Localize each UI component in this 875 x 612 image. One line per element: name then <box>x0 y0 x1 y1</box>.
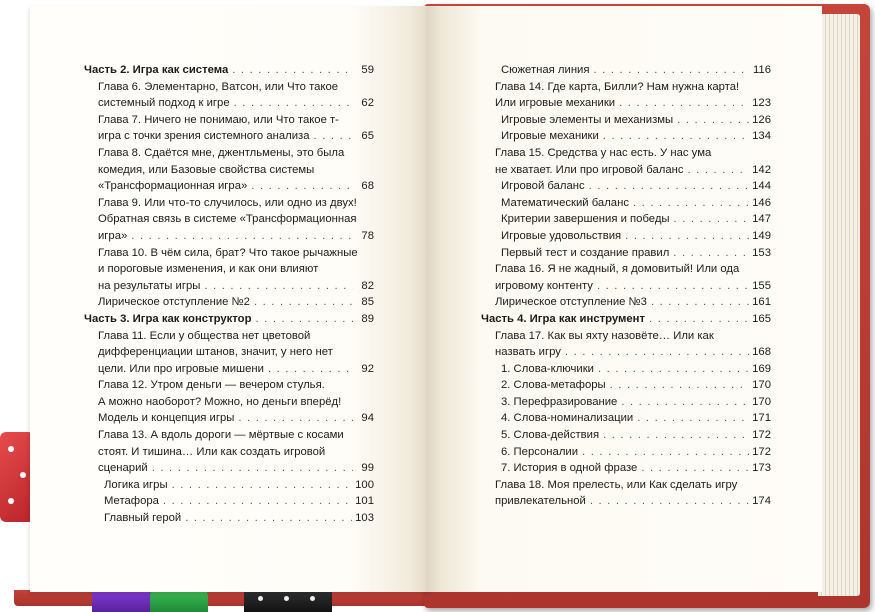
toc-entry-leader-line <box>495 95 771 112</box>
toc-entry-leader-line <box>501 460 771 477</box>
toc-dot-leader <box>589 178 749 195</box>
toc-dot-leader <box>594 62 750 79</box>
toc-entry-title: Метафора <box>104 495 159 508</box>
toc-entry-leader-line <box>98 228 374 245</box>
page-edges <box>818 14 860 596</box>
toc-dot-leader <box>582 444 749 461</box>
toc-chapter-entry <box>84 245 374 295</box>
toc-entry-line: и пороговые изменения, и как они влияют <box>98 263 319 276</box>
toc-section-entry <box>481 128 771 145</box>
toc-section-entry <box>481 245 771 262</box>
toc-entry-leader-line <box>98 460 374 477</box>
toc-page-number: 169 <box>752 362 771 375</box>
toc-entry-line: Глава 12. Утром деньги — вечером стулья. <box>98 379 325 392</box>
toc-entry-title: Модель и концепция игры <box>98 412 235 425</box>
toc-entry-line: Глава 11. Если у общества нет цветовой <box>98 329 311 342</box>
toc-page-number: 123 <box>752 97 771 110</box>
toc-entry-title: системный подход к игре <box>98 97 230 110</box>
toc-entry-title: игра» <box>98 229 128 242</box>
toc-chapter-entry <box>84 195 374 212</box>
toc-page-number: 161 <box>752 296 771 309</box>
toc-page-number: 173 <box>752 462 771 475</box>
toc-entry-title: Критерии завершения и победы <box>501 213 670 226</box>
toc-chapter-entry <box>84 377 374 427</box>
toc-dot-leader <box>152 460 353 477</box>
toc-chapter-entry <box>481 294 771 311</box>
toc-chapter-entry <box>84 112 374 145</box>
toc-page-number: 146 <box>752 196 771 209</box>
toc-entry-leader-line <box>495 294 771 311</box>
toc-entry-leader-line <box>98 294 374 311</box>
toc-entry-leader-line <box>495 344 771 361</box>
toc-section-entry <box>481 211 771 228</box>
toc-dot-leader <box>268 361 353 378</box>
toc-entry-leader-line <box>481 311 771 328</box>
toc-dot-leader <box>163 493 352 510</box>
toc-entry-title: 5. Слова-действия <box>501 429 600 442</box>
toc-section-entry <box>84 493 374 510</box>
toc-dot-leader <box>641 460 749 477</box>
toc-dot-leader <box>204 278 353 295</box>
toc-dot-leader <box>637 410 749 427</box>
toc-section-entry <box>481 112 771 129</box>
toc-dot-leader <box>621 394 749 411</box>
toc-section-entry <box>481 427 771 444</box>
toc-entry-title: 4. Слова-номинализации <box>501 412 634 425</box>
toc-entry-title: Логика игры <box>104 478 168 491</box>
toc-page-number: 89 <box>361 312 374 325</box>
toc-entry-leader-line <box>495 493 771 510</box>
toc-chapter-entry <box>84 79 374 112</box>
toc-dot-leader <box>238 410 353 427</box>
toc-chapter-entry <box>84 328 374 378</box>
toc-dot-leader <box>185 510 352 527</box>
toc-entry-title: Часть 2. Игра как система <box>84 64 229 76</box>
toc-entry-title: Математический баланс <box>501 196 629 209</box>
toc-dot-leader <box>597 278 749 295</box>
toc-entry-title: назвать игру <box>495 346 561 359</box>
toc-part-entry <box>481 311 771 328</box>
toc-entry-line: Глава 13. А вдоль дороги — мёртвые с косами <box>98 429 344 442</box>
toc-dot-leader <box>673 245 749 262</box>
toc-section-entry <box>481 195 771 212</box>
toc-chapter-entry <box>481 261 771 294</box>
toc-section-entry <box>84 510 374 527</box>
toc-entry-title: 6. Персоналии <box>501 445 579 458</box>
book-cover-bottom-edge <box>14 590 434 606</box>
toc-entry-title: Первый тест и создание правил <box>501 246 670 259</box>
toc-entry-title: не хватает. Или про игровой баланс <box>495 163 684 176</box>
toc-entry-title: цели. Или про игровые мишени <box>98 362 264 375</box>
toc-dot-leader <box>234 95 353 112</box>
toc-entry-line: Глава 16. Я не жадный, я домовитый! Или ода <box>495 263 740 276</box>
toc-entry-leader-line <box>501 228 771 245</box>
toc-page-number: 168 <box>752 346 771 359</box>
toc-dot-leader <box>131 228 353 245</box>
toc-entry-title: Игровые элементы и механизмы <box>501 113 674 126</box>
toc-entry-title: 7. История в одной фразе <box>501 462 638 475</box>
toc-entry-line: комедия, или Базовые свойства системы <box>98 163 315 176</box>
toc-page-number: 172 <box>752 445 771 458</box>
toc-entry-leader-line <box>98 278 374 295</box>
toc-chapter-entry <box>84 294 374 311</box>
toc-entry-leader-line <box>98 195 374 212</box>
toc-entry-leader-line <box>98 178 374 195</box>
toc-entry-leader-line <box>98 410 374 427</box>
toc-page-number: 116 <box>752 64 771 76</box>
toc-entry-title: Игровой баланс <box>501 180 585 193</box>
toc-page-number: 103 <box>355 512 374 525</box>
toc-entry-leader-line <box>495 278 771 295</box>
toc-page-number: 172 <box>752 429 771 442</box>
toc-entry-leader-line <box>84 311 374 328</box>
toc-entry-leader-line <box>98 361 374 378</box>
toc-page-number: 82 <box>361 279 374 292</box>
toc-part-entry <box>84 62 374 79</box>
toc-entry-leader-line <box>501 178 771 195</box>
toc-dot-leader <box>603 128 749 145</box>
toc-entry-title: 1. Слова-ключики <box>501 362 594 375</box>
toc-page-number: 153 <box>752 246 771 259</box>
toc-entry-line: Глава 15. Средства у нас есть. У нас ума <box>495 146 712 159</box>
toc-chapter-entry <box>481 477 771 510</box>
toc-entry-title: сценарий <box>98 462 148 475</box>
toc-entry-title: Лирическое отступление №2 <box>98 296 250 309</box>
toc-page-number: 85 <box>361 296 374 309</box>
toc-section-entry <box>481 444 771 461</box>
toc-page-number: 78 <box>361 229 374 242</box>
toc-page-number: 126 <box>752 113 771 126</box>
toc-entry-title: Игровые механики <box>501 130 599 143</box>
red-dice <box>0 432 34 522</box>
toc-page-number: 174 <box>752 495 771 508</box>
toc-entry-leader-line <box>501 112 771 129</box>
toc-section-entry <box>481 460 771 477</box>
toc-entry-line: стоят. И тишина… Или как создать игровой <box>98 445 326 458</box>
toc-entry-line: Глава 6. Элементарно, Ватсон, или Что такое <box>98 80 339 93</box>
toc-entry-leader-line <box>501 62 771 79</box>
toc-entry-title: привлекательной <box>495 495 586 508</box>
toc-dot-leader <box>172 477 353 494</box>
toc-entry-title: Лирическое отступление №3 <box>495 296 647 309</box>
toc-dot-leader <box>633 195 749 212</box>
toc-dot-leader <box>598 361 749 378</box>
toc-dot-leader <box>232 62 353 79</box>
toc-left-column <box>84 62 374 527</box>
toc-entry-title: игра с точки зрения системного анализа <box>98 130 310 143</box>
toc-entry-title: Часть 3. Игра как конструктор <box>84 312 252 325</box>
toc-page-number: 144 <box>752 180 771 193</box>
toc-entry-leader-line <box>501 377 771 394</box>
toc-entry-title: Глава 9. Или что-то случилось, или одно из двух! <box>98 196 357 209</box>
toc-entry-title: «Трансформационная игра» <box>98 180 248 193</box>
toc-page-number: 99 <box>361 462 374 475</box>
toc-page-number: 101 <box>355 495 374 508</box>
toc-page-number: 94 <box>361 412 374 425</box>
toc-entry-leader-line <box>84 62 374 79</box>
toc-entry-leader-line <box>495 162 771 179</box>
toc-dot-leader <box>314 128 353 145</box>
toc-page-number: 165 <box>752 312 771 325</box>
toc-section-entry <box>481 178 771 195</box>
toc-chapter-entry <box>84 427 374 477</box>
toc-page-number: 92 <box>361 362 374 375</box>
toc-section-entry <box>481 361 771 378</box>
toc-page-number: 65 <box>361 130 374 143</box>
toc-entry-title: Сюжетная линия <box>501 64 590 76</box>
toc-entry-leader-line <box>501 427 771 444</box>
toc-chapter-entry <box>84 145 374 195</box>
toc-entry-leader-line <box>501 394 771 411</box>
toc-dot-leader <box>603 427 749 444</box>
toc-entry-leader-line <box>501 211 771 228</box>
toc-dot-leader <box>677 112 749 129</box>
toc-section-entry <box>481 228 771 245</box>
toc-entry-leader-line <box>104 493 374 510</box>
toc-entry-line: Глава 17. Как вы яхту назовёте… Или как <box>495 329 714 342</box>
toc-page-number: 147 <box>752 213 771 226</box>
toc-entry-title: 2. Слова-метафоры <box>501 379 606 392</box>
toc-dot-leader <box>625 228 749 245</box>
toc-entry-title: игровому контенту <box>495 279 593 292</box>
toc-dot-leader <box>688 162 750 179</box>
toc-section-entry <box>481 62 771 79</box>
toc-entry-line: Глава 7. Ничего не понимаю, или Что такое т- <box>98 113 339 126</box>
toc-entry-leader-line <box>98 95 374 112</box>
toc-entry-title: Главный герой <box>104 512 182 525</box>
toc-page-number: 100 <box>355 478 374 491</box>
toc-entry-leader-line <box>501 128 771 145</box>
toc-dot-leader <box>590 493 749 510</box>
toc-entry-leader-line <box>501 444 771 461</box>
toc-page-number: 170 <box>752 379 771 392</box>
toc-dot-leader <box>254 294 353 311</box>
toc-dot-leader <box>255 311 353 328</box>
toc-chapter-entry <box>481 79 771 112</box>
toc-section-entry <box>481 394 771 411</box>
toc-page-number: 142 <box>752 163 771 176</box>
toc-entry-line: Глава 18. Моя прелесть, или Как сделать игру <box>495 478 738 491</box>
toc-page-number: 149 <box>752 229 771 242</box>
toc-dot-leader <box>565 344 749 361</box>
toc-entry-line: Глава 8. Сдаётся мне, джентльмены, это была <box>98 146 345 159</box>
toc-entry-line: А можно наоборот? Можно, но деньги вперёд! <box>98 395 342 408</box>
toc-entry-line: Глава 10. В чём сила, брат? Что такое рычажные <box>98 246 358 259</box>
toc-chapter-entry <box>481 145 771 178</box>
toc-chapter-entry <box>481 328 771 361</box>
toc-entry-title: Или игровые механики <box>495 97 616 110</box>
toc-page-number: 62 <box>361 97 374 110</box>
toc-dot-leader <box>619 95 749 112</box>
toc-section-entry <box>481 410 771 427</box>
toc-entry-title: Игровые удовольствия <box>501 229 622 242</box>
toc-dot-leader <box>651 294 749 311</box>
toc-entry-leader-line <box>104 510 374 527</box>
toc-right-column <box>481 62 771 510</box>
toc-entry-leader-line <box>104 477 374 494</box>
toc-entry-line: дифференциации штанов, значит, у него нет <box>98 346 333 359</box>
toc-entry-leader-line <box>501 361 771 378</box>
toc-dot-leader <box>251 178 353 195</box>
toc-dot-leader <box>649 311 749 328</box>
toc-page-number: 171 <box>752 412 771 425</box>
toc-entry-line: Обратная связь в системе «Трансформационная <box>98 213 357 226</box>
toc-chapter-entry <box>84 211 374 244</box>
toc-entry-leader-line <box>501 410 771 427</box>
toc-part-entry <box>84 311 374 328</box>
toc-entry-leader-line <box>501 195 771 212</box>
toc-entry-title: Часть 4. Игра как инструмент <box>481 312 646 325</box>
toc-entry-leader-line <box>501 245 771 262</box>
toc-entry-title: на результаты игры <box>98 279 201 292</box>
toc-entry-title: 3. Перефразирование <box>501 395 618 408</box>
toc-page-number: 59 <box>361 64 374 76</box>
toc-dot-leader <box>610 377 750 394</box>
toc-section-entry <box>84 477 374 494</box>
toc-page-number: 134 <box>752 130 771 143</box>
toc-page-number: 155 <box>752 279 771 292</box>
toc-dot-leader <box>674 211 750 228</box>
toc-entry-leader-line <box>98 128 374 145</box>
toc-section-entry <box>481 377 771 394</box>
toc-entry-line: Глава 14. Где карта, Билли? Нам нужна карта! <box>495 80 740 93</box>
toc-page-number: 170 <box>752 395 771 408</box>
toc-page-number: 68 <box>361 180 374 193</box>
